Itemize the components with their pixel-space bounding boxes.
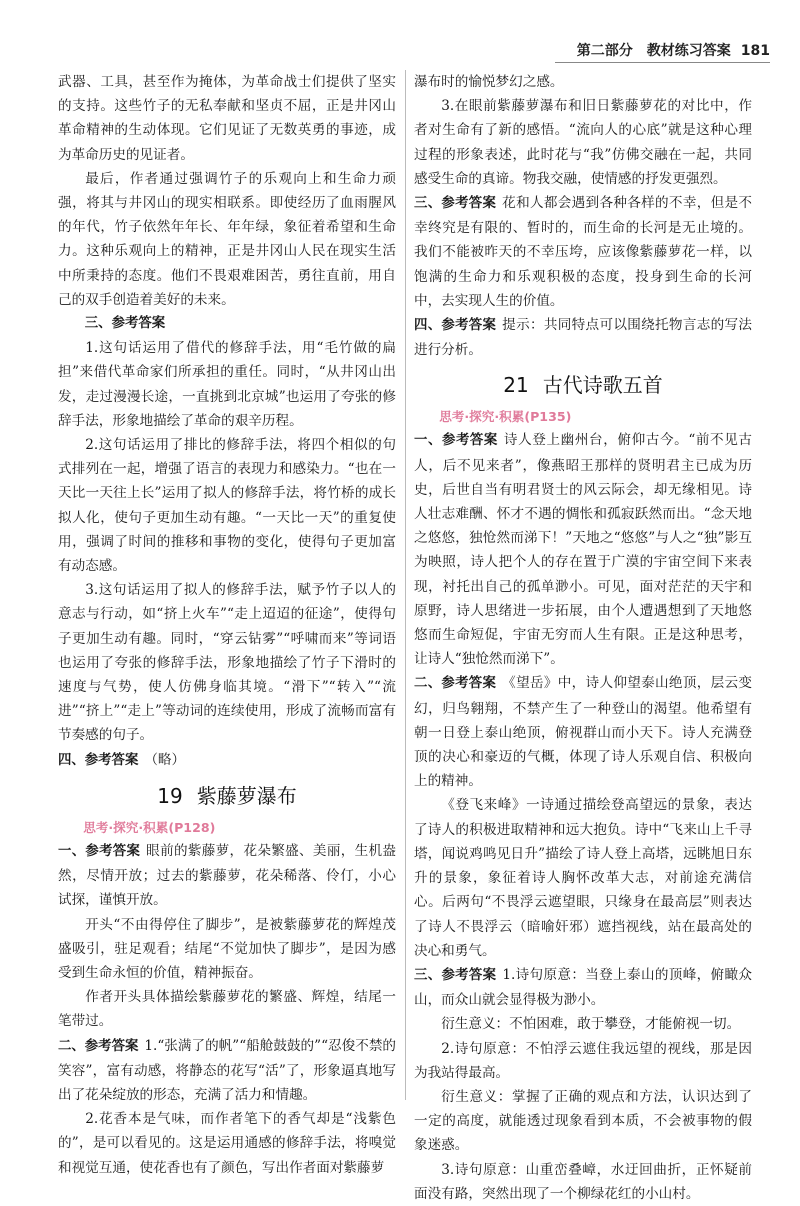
lesson-name: 紫藤萝瀑布: [196, 783, 297, 808]
paragraph: 《登飞来峰》一诗通过描绘登高望远的景象，表达了诗人的积极进取精神和远大抱负。诗中“飞来山上千寻塔，闻说鸡鸣见日升”描绘了诗人登上高塔，远眺旭日东升的景象，象征着诗人胸怀改革大志，对前途充满信心。后两句“不畏浮云遮望眼，只缘身在最高层”则表达了诗人不畏浮云（暗喻奸邪）遮挡视线，站在最高处的决心和勇气。: [414, 797, 752, 959]
answer-item: 2.这句话运用了排比的修辞手法，将四个相似的句式排列在一起，增强了语言的表现力和感染力。“也在一天比一天往上长”运用了拟人的修辞手法，将竹桥的成长拟人化，使句子更加生动有趣。“一天比一天”的重复使用，强调了时间的推移和事物的变化，使得句子更加富有动态感。: [58, 437, 396, 575]
section-heading: 三、参考答案: [84, 316, 166, 332]
section-heading: 三、参考答案: [414, 967, 497, 983]
paragraph: 瀑布时的愉悦梦幻之感。: [414, 74, 564, 90]
section-text: 眼前的紫藤萝，花朵繁盛、美丽，生机盎然，尽情开放；过去的紫藤萝，花朵稀落、伶仃，小心试探，谨慎开放。: [58, 842, 397, 909]
lesson-title: [58, 779, 396, 813]
section-line: [414, 428, 752, 671]
section-line: [414, 963, 752, 1012]
section-heading: 一、参考答案: [414, 433, 498, 449]
section-line: [414, 313, 752, 362]
section-heading: 三、参考答案: [414, 196, 497, 212]
answer-item: 3.这句话运用了拟人的修辞手法，赋予竹子以人的意志与行动，如“挤上火车”“走上迢迢的征途”，使得句子更加生动有趣。同时，“穿云钻雾”“呼啸而来”等词语也运用了夸张的修辞手法，形象地描绘了竹子下滑时的速度与气势，使人仿佛身临其境。“滑下”“转入”“流进”“挤上”“走上”等动词的连续使用，形成了流畅而富有节奏感的句子。: [58, 582, 396, 744]
lesson-name: 古代诗歌五首: [542, 373, 663, 398]
column-divider: [405, 70, 406, 1100]
answer-item: 3.诗句原意：山重峦叠嶂，水迂回曲折，正怀疑前面没有路，突然出现了一个柳绿花红的小山村。: [414, 1161, 752, 1202]
think-explore-label: 思考·探究·积累(P135): [439, 409, 572, 425]
paragraph: 武器、工具，甚至作为掩体，为革命战士们提供了坚实的支持。这些竹子的无私奉献和坚贞不屈，正是井冈山革命精神的生动体现。它们见证了无数英勇的事迹，成为革命历史的见证者。: [58, 74, 396, 163]
lesson-number: 21: [503, 373, 529, 398]
answer-item: 2.花香本是气味，而作者笔下的香气却是“浅紫色的”，是可以看见的。这是运用通感的修辞手法，将嗅觉和视觉互通，使花香也有了颜色，写出作者面对紫藤萝: [58, 1111, 396, 1176]
page-number: 181: [740, 43, 770, 59]
paragraph: 开头“不由得停住了脚步”，是被紫藤萝花的辉煌茂盛吸引，驻足观看；结尾“不觉加快了脚步”，是因为感受到生命永恒的价值，精神振奋。: [58, 916, 396, 981]
section-heading: 二、参考答案: [58, 1038, 139, 1054]
answer-item: 2.诗句原意：不怕浮云遮住我远望的视线，那是因为我站得最高。: [414, 1040, 752, 1081]
answer-item: 3.在眼前紫藤萝瀑布和旧日紫藤萝花的对比中，作者对生命有了新的感悟。“流向人的心底”就是这种心理过程的形象表述，此时花与“我”仿佛交融在一起，共同感受生命的真谛。物我交融，使情感的抒发更强烈。: [414, 98, 752, 187]
section-heading: 二、参考答案: [414, 676, 497, 692]
header-text: [577, 40, 770, 60]
paragraph: 衍生意义：不怕困难，敢于攀登，才能俯视一切。: [441, 1016, 741, 1033]
header-section: 第二部分 教材练习答案: [576, 43, 731, 59]
right-column: [414, 70, 752, 1206]
section-line: [58, 839, 396, 913]
section-text: 花和人都会遇到各种各样的不幸，但是不幸终究是有限的、暂时的，而生命的长河是无止境的。我们不能被昨天的不幸压垮，应该像紫藤萝花一样，以饱满的生命力和乐观积极的态度，投身到生命的长河中，去实现人生的价值。: [414, 195, 753, 309]
lesson-title: [414, 368, 752, 402]
section-text: （略）: [144, 751, 186, 768]
section-line: [414, 191, 752, 313]
section-line: [58, 1034, 396, 1108]
left-column: [58, 70, 396, 1180]
page-header: [0, 0, 800, 62]
section-heading: 一、参考答案: [58, 843, 141, 859]
paragraph: 最后，作者通过强调竹子的乐观向上和生命力顽强，将其与井冈山的现实相联系。即使经历了血雨腥风的年代，竹子依然年年长、年年绿，象征着希望和生命力。这种乐观向上的精神，正是井冈山人民在现实生活中所秉持的态度。他们不畏艰难困苦，勇往直前，用自己的双手创造着美好的未来。: [58, 170, 396, 308]
header-rule: [555, 62, 770, 63]
section-heading: 四、参考答案: [414, 318, 497, 334]
section-text: 《望岳》中，诗人仰望泰山绝顶，层云变幻，归鸟翱翔，不禁产生了一种登山的渴望。他希望有朝一日登上泰山绝顶，俯视群山而小天下。诗人充满登顶的决心和豪迈的气概，体现了诗人乐观自信、积极向上的精神。: [414, 675, 753, 790]
section-line: [414, 671, 752, 793]
section-text: 提示：共同特点可以围绕托物言志的写法进行分析。: [414, 317, 753, 359]
lesson-number: 19: [157, 783, 183, 808]
section-text: 1.诗句原意：当登上泰山的顶峰，俯瞰众山，而众山就会显得极为渺小。: [414, 966, 753, 1009]
paragraph: 衍生意义：掌握了正确的观点和方法，认识达到了一定的高度，就能透过现象看到本质，不会被事物的假象迷惑。: [414, 1088, 752, 1154]
answer-item: 1.这句话运用了借代的修辞手法，用“毛竹做的扁担”来借代革命家们所承担的重任。同时，“从井冈山出发，走过漫漫长途，一直挑到北京城”也运用了夸张的修辞手法，形象地描绘了革命的艰辛历程。: [58, 340, 396, 429]
paragraph: 作者开头具体描绘紫藤萝花的繁盛、辉煌，结尾一笔带过。: [58, 989, 396, 1030]
section-line: [58, 748, 396, 773]
section-heading: 四、参考答案: [58, 752, 139, 768]
think-explore-label: 思考·探究·积累(P128): [83, 819, 216, 835]
section-text: 1.“张满了的帆”“船舱鼓鼓的”“忍俊不禁的笑容”，富有动感，将静态的花写“活”了，形象逼真地写出了花朵绽放的形态，充满了活力和情趣。: [58, 1037, 397, 1103]
section-text: 诗人登上幽州台，俯仰古今。“前不见古人，后不见来者”，像燕昭王那样的贤明君主已成为历史，后世自当有明君贤士的风云际会，却无缘相见。诗人壮志难酬、怀才不遇的惆怅和孤寂跃然而出。“念天地之悠悠，独怆然而涕下！”天地之“悠悠”与人之“独”影互为映照，诗人把个人的存在置于广漠的宇宙空间下来表现，衬托出自己的孤单渺小。可见，面对茫茫的天宇和原野，诗人思绪进一步拓展，由个人遭遇想到了天地悠悠而生命短促，宇宙无穷而人生有限。正是这种思考，让诗人“独怆然而涕下”。: [414, 432, 753, 668]
